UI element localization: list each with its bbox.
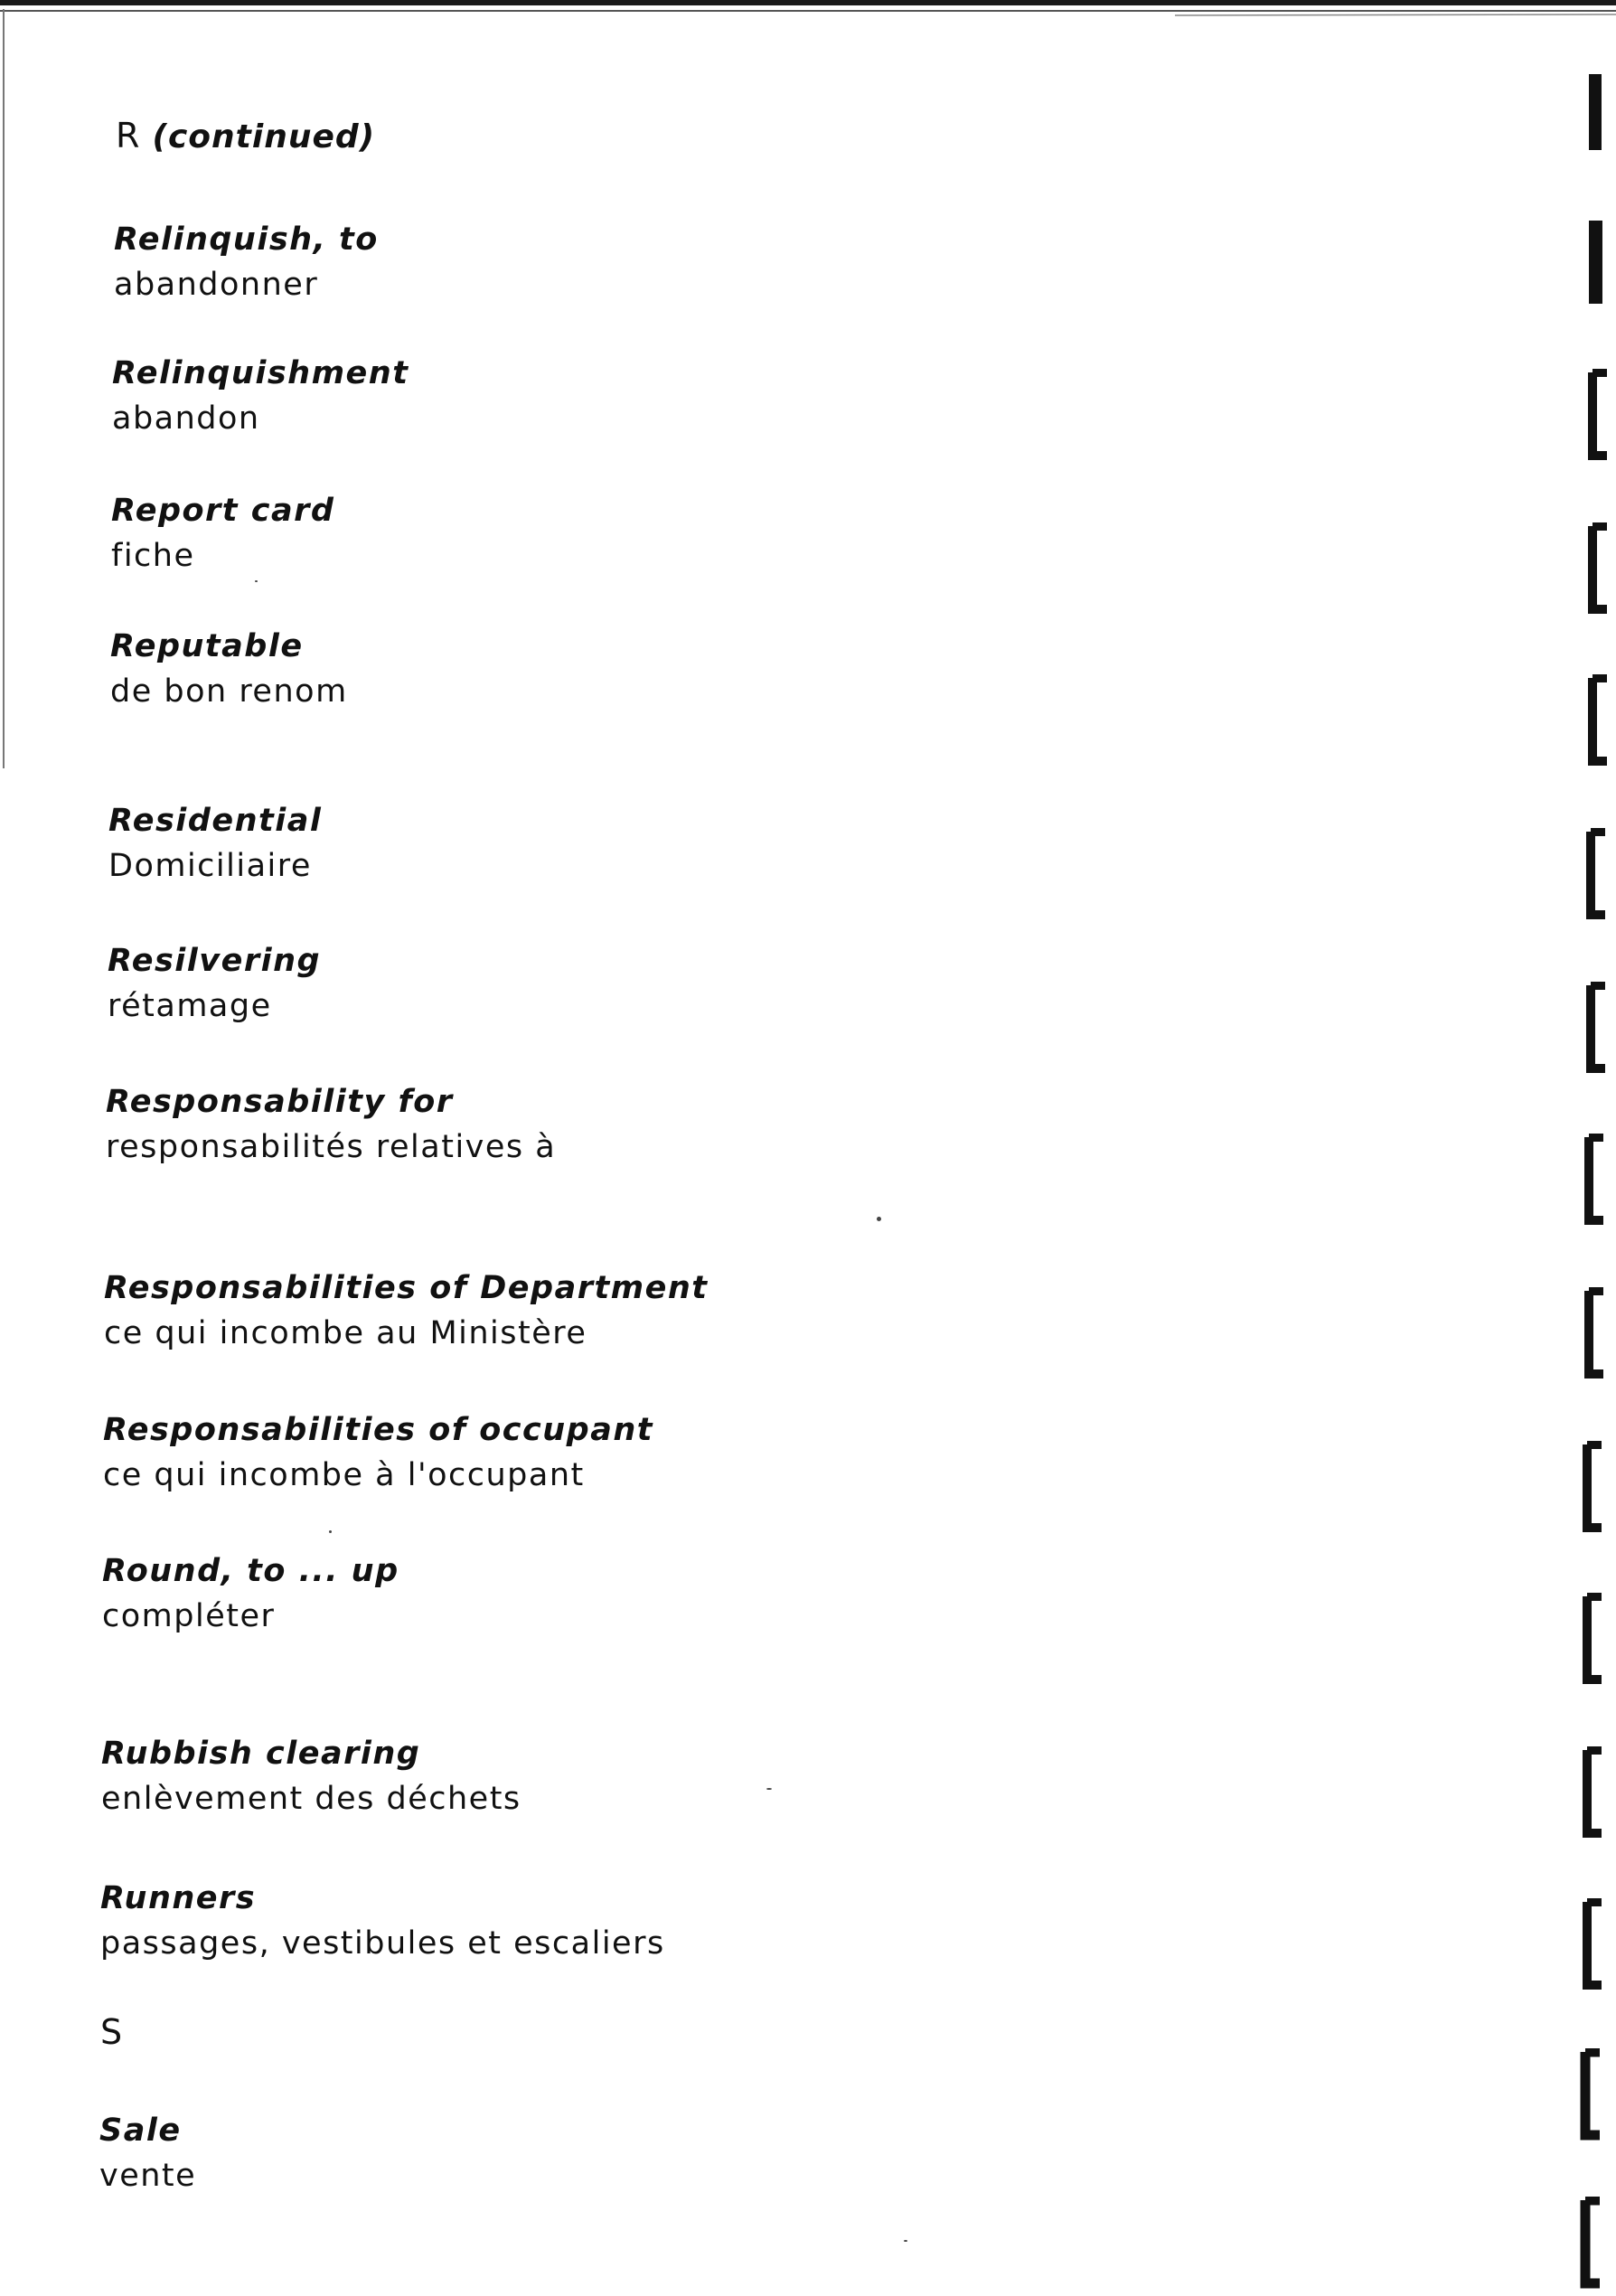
scan-speck bbox=[904, 2240, 907, 2242]
entry-translation: fiche bbox=[111, 538, 195, 574]
glossary-entry bbox=[108, 938, 321, 1029]
glossary-entry bbox=[103, 1407, 653, 1498]
glossary-entry bbox=[108, 798, 322, 889]
glossary-entry bbox=[99, 2108, 196, 2198]
binder-bracket-mark bbox=[1574, 1898, 1616, 1998]
binder-bracket-mark bbox=[1573, 2048, 1616, 2148]
entry-translation: ce qui incombe au Ministère bbox=[104, 1315, 587, 1351]
binder-bracket-mark bbox=[1580, 369, 1616, 468]
entry-term: Rubbish clearing bbox=[101, 1736, 421, 1772]
section-continued-note: (continued) bbox=[152, 118, 376, 155]
binder-bracket-mark bbox=[1573, 2197, 1616, 2296]
binder-bracket-mark bbox=[1574, 1593, 1616, 1692]
binder-bracket-mark bbox=[1578, 828, 1616, 927]
entry-term: Reputable bbox=[110, 628, 304, 664]
entry-translation: abandon bbox=[112, 400, 260, 437]
glossary-entry bbox=[114, 217, 379, 307]
section-header-r bbox=[116, 116, 375, 155]
entry-term: Responsability for bbox=[106, 1084, 454, 1120]
glossary-entry bbox=[112, 351, 409, 441]
binder-bracket-mark bbox=[1576, 1287, 1616, 1387]
section-letter: S bbox=[100, 2012, 124, 2052]
glossary-entry bbox=[104, 1266, 709, 1356]
binder-bar-mark bbox=[1580, 217, 1616, 316]
entry-term: Residential bbox=[108, 803, 323, 839]
scan-speck bbox=[766, 1788, 772, 1790]
entry-term: Relinquishment bbox=[112, 355, 409, 391]
entry-term: Runners bbox=[100, 1880, 257, 1916]
section-header-s bbox=[100, 2012, 123, 2052]
scan-speck bbox=[329, 1530, 332, 1533]
entry-translation: compléter bbox=[102, 1598, 276, 1634]
glossary-entry bbox=[111, 488, 334, 579]
entry-translation: rétamage bbox=[108, 988, 272, 1024]
entry-translation: Domiciliaire bbox=[108, 848, 312, 884]
binder-bracket-mark bbox=[1576, 1134, 1616, 1233]
glossary-entry bbox=[102, 1548, 399, 1639]
entry-translation: ce qui incombe à l'occupant bbox=[103, 1457, 585, 1493]
glossary-entry bbox=[101, 1731, 521, 1821]
scan-speck bbox=[877, 1217, 881, 1221]
entry-translation: enlèvement des déchets bbox=[101, 1781, 521, 1817]
entry-term: Relinquish, to bbox=[114, 221, 379, 258]
left-edge-rule bbox=[2, 9, 5, 768]
glossary-entry bbox=[110, 624, 348, 714]
glossary-entry bbox=[106, 1079, 556, 1170]
binder-bracket-mark bbox=[1578, 982, 1616, 1081]
binder-bracket-mark bbox=[1574, 1746, 1616, 1846]
binder-bar-mark bbox=[1580, 71, 1616, 170]
entry-term: Resilvering bbox=[108, 943, 322, 979]
entry-translation: passages, vestibules et escaliers bbox=[100, 1925, 665, 1962]
binder-bracket-mark bbox=[1580, 522, 1616, 622]
top-edge-rule bbox=[0, 0, 1616, 20]
entry-term: Responsabilities of occupant bbox=[103, 1412, 654, 1448]
section-letter: R bbox=[116, 116, 141, 155]
entry-term: Sale bbox=[99, 2113, 182, 2149]
entry-translation: abandonner bbox=[114, 267, 319, 303]
scan-speck bbox=[255, 580, 258, 582]
entry-translation: vente bbox=[99, 2158, 197, 2194]
entry-term: Report card bbox=[111, 493, 335, 529]
entry-translation: responsabilités relatives à bbox=[106, 1129, 557, 1165]
entry-translation: de bon renom bbox=[110, 673, 348, 710]
entry-term: Responsabilities of Department bbox=[104, 1270, 709, 1306]
entry-term: Round, to ... up bbox=[102, 1553, 399, 1589]
binder-bracket-mark bbox=[1574, 1441, 1616, 1540]
binder-bracket-mark bbox=[1580, 674, 1616, 774]
glossary-entry bbox=[100, 1876, 665, 1966]
